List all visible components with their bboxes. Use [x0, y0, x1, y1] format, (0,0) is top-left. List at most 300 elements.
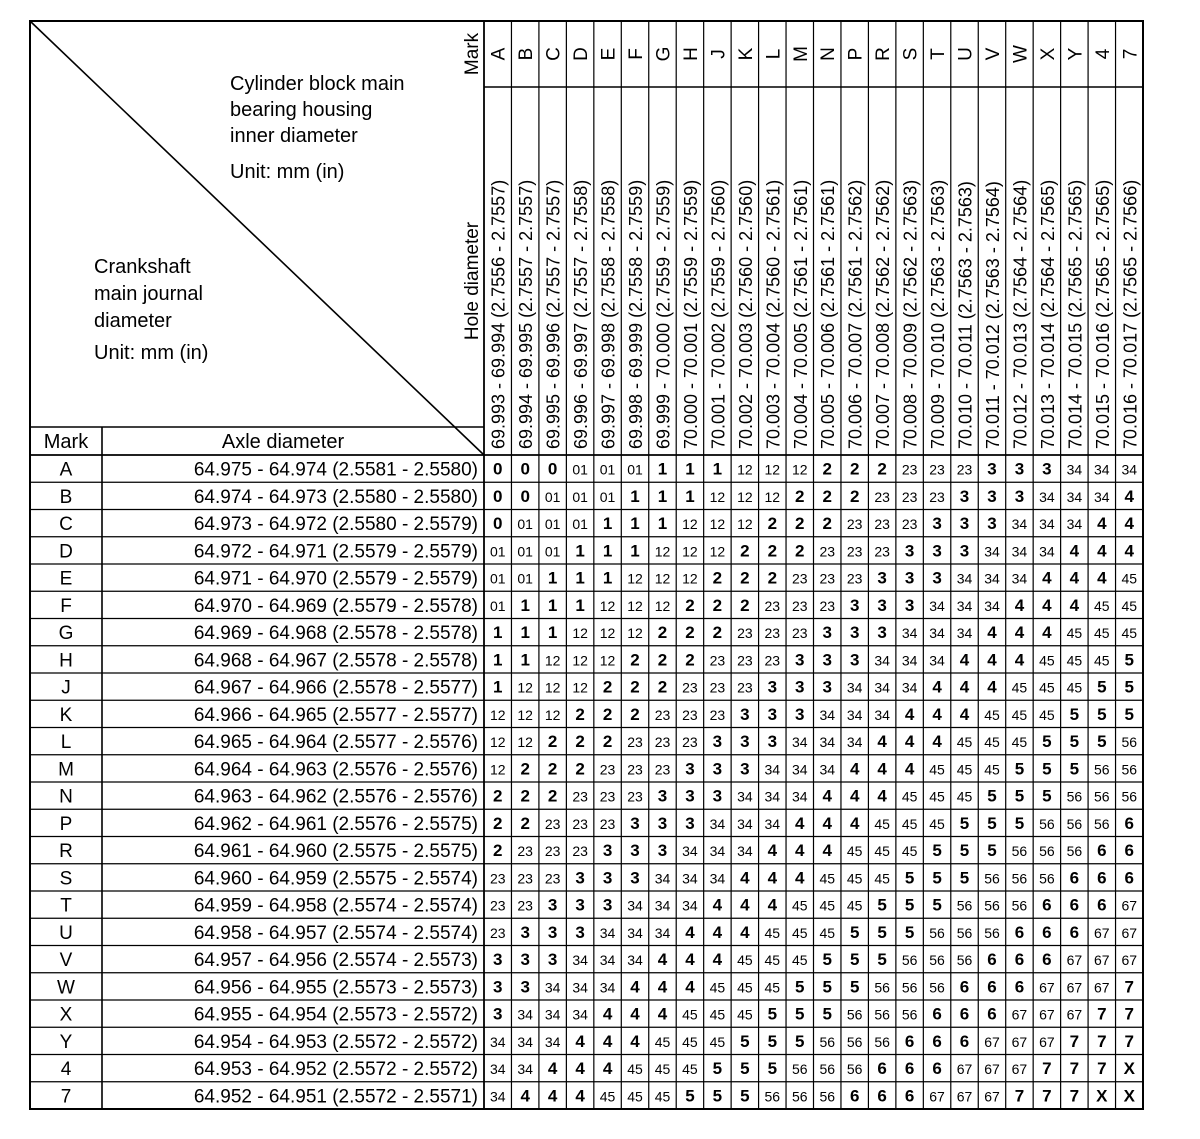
grade-cell: 23: [599, 815, 616, 832]
grade-cell: 2: [740, 595, 750, 615]
grade-cell: 3: [575, 868, 585, 888]
row-mark: F: [60, 595, 72, 617]
grade-cell: 23: [682, 706, 698, 723]
grade-cell: 1: [712, 459, 723, 479]
grade-cell: 45: [599, 1088, 616, 1105]
row-mark: P: [59, 813, 73, 835]
grade-cell: 45: [1011, 679, 1028, 696]
grade-cell: 56: [956, 897, 973, 914]
grade-cell: 3: [767, 732, 778, 752]
column-hole-diameter: 70.010 - 70.011 (2.7563 - 2.7563): [955, 181, 976, 449]
row-axle-diameter: 64.958 - 64.957 (2.5574 - 2.5574): [193, 922, 478, 944]
grade-cell: 6: [987, 1004, 997, 1024]
grade-cell: 2: [767, 514, 778, 534]
grade-cell: 3: [740, 704, 750, 724]
grade-cell: 56: [1066, 788, 1083, 805]
grade-cell: 45: [1066, 625, 1083, 642]
grade-cell: 23: [599, 788, 616, 805]
grade-cell: 45: [901, 815, 918, 832]
row-axle-diameter: 64.968 - 64.967 (2.5578 - 2.5578): [193, 650, 478, 672]
grade-cell: 4: [822, 786, 832, 806]
grade-cell: 6: [904, 1031, 915, 1051]
grade-cell: 5: [1097, 704, 1107, 724]
column-mark-header: Mark: [462, 32, 483, 76]
grade-cell: 4: [575, 1031, 585, 1051]
column-hole-diameter: 70.005 - 70.006 (2.7561 - 2.7561): [818, 179, 839, 449]
grade-cell: 2: [657, 650, 668, 670]
grade-cell: 3: [575, 922, 585, 942]
grade-cell: 4: [547, 1059, 558, 1079]
grade-cell: 34: [709, 815, 726, 832]
grade-cell: 7: [1069, 1086, 1080, 1106]
grade-cell: 34: [544, 979, 561, 996]
grade-cell: 67: [956, 1061, 973, 1078]
grade-cell: 23: [654, 734, 671, 751]
grade-cell: 4: [959, 677, 970, 697]
grade-cell: 5: [1042, 786, 1052, 806]
grade-cell: 4: [877, 732, 887, 752]
grade-cell: 23: [737, 679, 753, 696]
grade-cell: 23: [737, 625, 753, 642]
grade-cell: 23: [489, 897, 506, 914]
grade-cell: 12: [489, 706, 506, 723]
grade-cell: 3: [740, 759, 750, 779]
grade-cell: 5: [1069, 704, 1080, 724]
grade-cell: 56: [1094, 815, 1110, 832]
grade-cell: 3: [1042, 459, 1052, 479]
column-hole-diameter: 70.000 - 70.001 (2.7559 - 2.7559): [680, 179, 701, 449]
grade-cell: 23: [627, 761, 643, 778]
grade-cell: 01: [544, 543, 561, 560]
grade-cell: 4: [932, 677, 942, 697]
grade-cell: 45: [764, 952, 781, 969]
grade-cell: 2: [630, 704, 640, 724]
grade-cell: 4: [1097, 568, 1107, 588]
grade-cell: 6: [932, 1004, 942, 1024]
grade-cell: 34: [874, 652, 890, 669]
row-mark-header: Mark: [43, 431, 89, 453]
grade-cell: 4: [740, 895, 750, 915]
grade-cell: 45: [956, 734, 973, 751]
grade-cell: 0: [492, 459, 503, 479]
grade-cell: 4: [904, 732, 915, 752]
grade-cell: 67: [984, 1088, 1000, 1105]
grade-cell: 1: [575, 541, 585, 561]
grade-cell: 4: [547, 1086, 558, 1106]
grade-cell: 2: [822, 514, 832, 534]
grade-cell: 23: [791, 625, 808, 642]
row-axle-diameter: 64.965 - 64.964 (2.5577 - 2.5576): [193, 732, 478, 754]
grade-cell: 34: [737, 815, 753, 832]
grade-cell: 12: [544, 652, 561, 669]
grade-cell: 3: [657, 786, 668, 806]
grade-cell: 45: [764, 924, 781, 941]
grade-cell: 3: [492, 977, 503, 997]
grade-cell: 56: [1066, 843, 1083, 860]
grade-cell: 4: [849, 759, 860, 779]
grade-cell: 34: [1011, 570, 1028, 587]
grade-cell: 3: [575, 895, 585, 915]
grade-cell: 34: [572, 952, 588, 969]
grade-cell: 2: [822, 486, 832, 506]
grade-cell: 56: [874, 979, 890, 996]
grade-cell: 23: [819, 570, 836, 587]
grade-cell: 4: [575, 1059, 585, 1079]
column-hole-diameter: 70.012 - 70.013 (2.7564 - 2.7564): [1010, 179, 1031, 449]
grade-cell: 23: [929, 488, 945, 505]
upper-corner-label: bearing housing: [230, 99, 373, 121]
grade-cell: 6: [959, 977, 970, 997]
row-mark: L: [60, 732, 72, 754]
column-mark: F: [626, 48, 648, 60]
grade-cell: 5: [987, 841, 997, 861]
grade-cell: 23: [956, 461, 973, 478]
grade-cell: 7: [1042, 1086, 1052, 1106]
grade-cell: 4: [767, 895, 778, 915]
grade-cell: 1: [685, 486, 695, 506]
grade-cell: 3: [767, 704, 778, 724]
grade-cell: 3: [630, 841, 640, 861]
grade-cell: 45: [929, 815, 945, 832]
lower-corner-label: diameter: [94, 310, 172, 332]
upper-corner-unit: Unit: mm (in): [230, 161, 345, 183]
grade-cell: 34: [544, 1006, 561, 1023]
grade-cell: 12: [517, 734, 533, 751]
grade-cell: 2: [630, 650, 640, 670]
grade-cell: 45: [654, 1033, 671, 1050]
grade-cell: 23: [846, 516, 863, 533]
grade-cell: 2: [575, 704, 585, 724]
grade-cell: 23: [901, 516, 918, 533]
grade-cell: 6: [1124, 841, 1135, 861]
grade-cell: 23: [846, 570, 863, 587]
grade-cell: 45: [1121, 570, 1138, 587]
grade-cell: 3: [602, 895, 613, 915]
grade-cell: 5: [1069, 732, 1080, 752]
lower-corner-label: Crankshaft: [94, 256, 191, 278]
grade-cell: 6: [849, 1086, 860, 1106]
grade-cell: 3: [1014, 459, 1025, 479]
grade-cell: 1: [630, 514, 640, 534]
row-mark: G: [58, 623, 74, 645]
column-hole-diameter: 69.997 - 69.998 (2.7558 - 2.7558): [598, 179, 619, 449]
grade-cell: 45: [764, 979, 781, 996]
grade-cell: 23: [517, 870, 533, 887]
grade-cell: 45: [1011, 706, 1028, 723]
grade-cell: 2: [575, 759, 585, 779]
grade-cell: 34: [1094, 461, 1110, 478]
grade-cell: 12: [517, 679, 533, 696]
column-hole-diameter: 70.001 - 70.002 (2.7559 - 2.7560): [708, 179, 729, 449]
grade-cell: 23: [791, 597, 808, 614]
grade-cell: 3: [547, 922, 558, 942]
grade-cell: 45: [682, 1061, 698, 1078]
grade-cell: 4: [685, 950, 695, 970]
grade-cell: 6: [1097, 895, 1107, 915]
grade-cell: 0: [492, 486, 503, 506]
grade-cell: 7: [1124, 1031, 1135, 1051]
grade-cell: 12: [764, 488, 781, 505]
grade-cell: 56: [1039, 870, 1055, 887]
grade-cell: 45: [1039, 706, 1055, 723]
grade-cell: 4: [904, 704, 915, 724]
grade-cell: 23: [709, 652, 726, 669]
grade-cell: 1: [520, 623, 530, 643]
grade-cell: 34: [819, 761, 836, 778]
grade-cell: 5: [740, 1031, 750, 1051]
grade-cell: 12: [791, 461, 808, 478]
row-mark: R: [59, 841, 73, 863]
grade-cell: 2: [492, 841, 503, 861]
grade-cell: 3: [987, 459, 997, 479]
grade-cell: 34: [901, 652, 918, 669]
column-hole-diameter: 70.008 - 70.009 (2.7562 - 2.7563): [900, 179, 921, 449]
grade-cell: 0: [547, 459, 558, 479]
grade-cell: 3: [712, 732, 723, 752]
grade-cell: X: [1123, 1086, 1135, 1106]
grade-cell: 34: [654, 924, 671, 941]
grade-cell: 5: [795, 977, 805, 997]
column-hole-diameter: 70.002 - 70.003 (2.7560 - 2.7560): [735, 179, 756, 449]
grade-cell: 2: [685, 595, 695, 615]
grade-cell: 2: [602, 704, 613, 724]
grade-cell: 1: [547, 623, 558, 643]
grade-cell: 34: [901, 625, 918, 642]
grade-cell: 23: [544, 843, 561, 860]
grade-cell: 34: [709, 843, 726, 860]
grade-cell: 34: [1066, 516, 1083, 533]
grade-cell: 12: [572, 625, 588, 642]
column-mark: M: [790, 46, 812, 62]
grade-cell: 34: [929, 625, 945, 642]
grade-cell: 6: [1069, 868, 1080, 888]
grade-cell: 45: [627, 1088, 643, 1105]
grade-cell: 4: [712, 922, 723, 942]
grade-cell: 34: [599, 924, 616, 941]
grade-cell: 3: [904, 541, 915, 561]
grade-cell: 5: [740, 1086, 750, 1106]
grade-cell: 23: [627, 788, 643, 805]
grade-cell: 5: [877, 895, 887, 915]
grade-cell: 5: [904, 895, 915, 915]
grade-cell: 01: [599, 461, 616, 478]
row-mark: D: [59, 541, 73, 563]
grade-cell: 2: [712, 623, 723, 643]
grade-cell: 45: [627, 1061, 643, 1078]
grade-cell: 6: [932, 1031, 942, 1051]
grade-cell: 45: [901, 843, 918, 860]
grade-cell: 23: [517, 897, 533, 914]
grade-cell: 2: [822, 459, 832, 479]
grade-cell: 56: [956, 924, 973, 941]
grade-cell: 56: [1039, 815, 1055, 832]
grade-cell: 12: [737, 488, 753, 505]
grade-cell: 4: [849, 813, 860, 833]
grade-cell: 5: [849, 950, 860, 970]
grade-cell: 34: [544, 1033, 561, 1050]
grade-cell: 5: [1124, 650, 1135, 670]
grade-cell: 23: [682, 734, 698, 751]
grade-cell: 2: [767, 568, 778, 588]
grade-cell: 56: [984, 897, 1000, 914]
grade-cell: 1: [547, 595, 558, 615]
grade-cell: 2: [795, 541, 805, 561]
grade-cell: 45: [874, 843, 890, 860]
grade-cell: 56: [846, 1061, 863, 1078]
grade-cell: 01: [517, 570, 533, 587]
grade-cell: 23: [874, 488, 890, 505]
grade-cell: 56: [791, 1061, 808, 1078]
grade-cell: 23: [874, 543, 890, 560]
grade-cell: 4: [1069, 568, 1080, 588]
grade-cell: 34: [819, 706, 836, 723]
column-mark: P: [845, 47, 867, 61]
row-axle-diameter: 64.972 - 64.971 (2.5579 - 2.5579): [193, 541, 478, 563]
column-hole-diameter: 70.006 - 70.007 (2.7561 - 2.7562): [845, 179, 866, 449]
grade-cell: 4: [602, 1004, 613, 1024]
grade-cell: 67: [1066, 979, 1083, 996]
grade-cell: 45: [737, 1006, 753, 1023]
grade-cell: 23: [654, 706, 671, 723]
grade-cell: 12: [544, 679, 561, 696]
grade-cell: 23: [709, 706, 726, 723]
grade-cell: 34: [599, 952, 616, 969]
grade-cell: 34: [1039, 543, 1055, 560]
grade-cell: 3: [849, 595, 860, 615]
grade-cell: 4: [1097, 541, 1107, 561]
grade-cell: 45: [1121, 625, 1138, 642]
grade-cell: 1: [602, 541, 613, 561]
grade-cell: 1: [657, 514, 668, 534]
grade-cell: 12: [654, 543, 671, 560]
row-mark: V: [59, 950, 73, 972]
grade-cell: 4: [1124, 514, 1135, 534]
grade-cell: 34: [1011, 516, 1028, 533]
grade-cell: 2: [520, 813, 530, 833]
row-mark: C: [59, 514, 73, 536]
grade-cell: 34: [709, 870, 726, 887]
grade-cell: 12: [489, 734, 506, 751]
grade-cell: 34: [737, 843, 753, 860]
grade-cell: 45: [1121, 597, 1138, 614]
grade-cell: 56: [984, 870, 1000, 887]
grade-cell: 3: [657, 813, 668, 833]
column-hole-diameter: 70.003 - 70.004 (2.7560 - 2.7561): [763, 179, 784, 449]
grade-cell: 12: [627, 570, 643, 587]
grade-cell: 7: [1097, 1059, 1107, 1079]
grade-cell: 12: [572, 652, 588, 669]
row-axle-diameter: 64.954 - 64.953 (2.5572 - 2.5572): [193, 1031, 478, 1053]
grade-cell: 5: [959, 841, 970, 861]
grade-cell: 3: [520, 950, 530, 970]
row-axle-diameter: 64.970 - 64.969 (2.5579 - 2.5578): [193, 595, 478, 617]
grade-cell: 12: [709, 488, 726, 505]
grade-cell: 45: [737, 979, 753, 996]
grade-cell: 4: [520, 1086, 530, 1106]
row-mark: B: [59, 486, 73, 508]
grade-cell: 67: [984, 1033, 1000, 1050]
row-axle-diameter: 64.964 - 64.963 (2.5576 - 2.5576): [193, 759, 478, 781]
column-mark: B: [516, 47, 538, 61]
grade-cell: 1: [575, 568, 585, 588]
grade-cell: 45: [1094, 652, 1110, 669]
grade-cell: X: [1096, 1086, 1108, 1106]
grade-cell: 3: [987, 486, 997, 506]
grade-cell: 67: [1121, 924, 1138, 941]
grade-cell: 1: [575, 595, 585, 615]
grade-cell: 2: [520, 786, 530, 806]
grade-cell: 4: [1042, 568, 1052, 588]
grade-cell: 3: [492, 1004, 503, 1024]
grade-cell: 5: [932, 868, 942, 888]
grade-cell: 5: [959, 813, 970, 833]
grade-cell: 12: [737, 461, 753, 478]
grade-cell: 34: [929, 597, 945, 614]
grade-cell: 3: [520, 922, 530, 942]
grade-cell: 2: [657, 623, 668, 643]
grade-cell: 56: [929, 924, 945, 941]
grade-cell: 2: [712, 595, 723, 615]
grade-cell: 3: [712, 759, 723, 779]
grade-cell: 45: [654, 1088, 671, 1105]
grade-cell: 23: [544, 815, 561, 832]
grade-cell: 2: [547, 786, 558, 806]
column-hole-diameter: 70.009 - 70.010 (2.7563 - 2.7563): [928, 179, 949, 449]
grade-cell: 5: [904, 868, 915, 888]
grade-cell: 4: [795, 841, 805, 861]
grade-cell: 67: [1011, 1061, 1028, 1078]
grade-cell: 6: [1097, 868, 1107, 888]
grade-cell: 2: [740, 541, 750, 561]
grade-cell: 67: [1121, 952, 1138, 969]
row-axle-diameter: 64.974 - 64.973 (2.5580 - 2.5580): [193, 486, 478, 508]
grade-cell: 5: [740, 1059, 750, 1079]
grade-cell: 4: [987, 623, 997, 643]
grade-cell: 34: [599, 979, 616, 996]
grade-cell: 6: [904, 1086, 915, 1106]
grade-cell: 45: [709, 1006, 726, 1023]
grade-cell: 12: [764, 461, 781, 478]
grade-cell: 56: [846, 1006, 863, 1023]
grade-cell: 12: [654, 570, 671, 587]
grade-cell: 45: [791, 952, 808, 969]
grade-cell: 23: [791, 570, 808, 587]
grade-cell: 56: [1094, 788, 1110, 805]
column-mark: N: [818, 47, 840, 61]
grade-cell: 45: [1094, 625, 1110, 642]
grade-cell: 67: [1066, 1006, 1083, 1023]
grade-cell: 1: [630, 486, 640, 506]
grade-cell: 5: [849, 922, 860, 942]
grade-cell: 56: [1066, 815, 1083, 832]
grade-cell: 3: [904, 595, 915, 615]
grade-cell: 4: [959, 650, 970, 670]
grade-cell: 34: [929, 652, 945, 669]
grade-cell: 5: [1042, 759, 1052, 779]
grade-cell: 5: [959, 868, 970, 888]
grade-cell: 34: [956, 597, 973, 614]
grade-cell: 23: [929, 461, 945, 478]
grade-cell: 34: [1011, 543, 1028, 560]
grade-cell: 01: [572, 461, 588, 478]
grade-cell: 01: [517, 543, 533, 560]
grade-cell: 5: [822, 977, 832, 997]
grade-cell: 3: [822, 677, 832, 697]
grade-cell: 23: [737, 652, 753, 669]
grade-cell: 45: [1066, 652, 1083, 669]
grade-cell: 45: [984, 734, 1000, 751]
grade-cell: 12: [654, 597, 671, 614]
